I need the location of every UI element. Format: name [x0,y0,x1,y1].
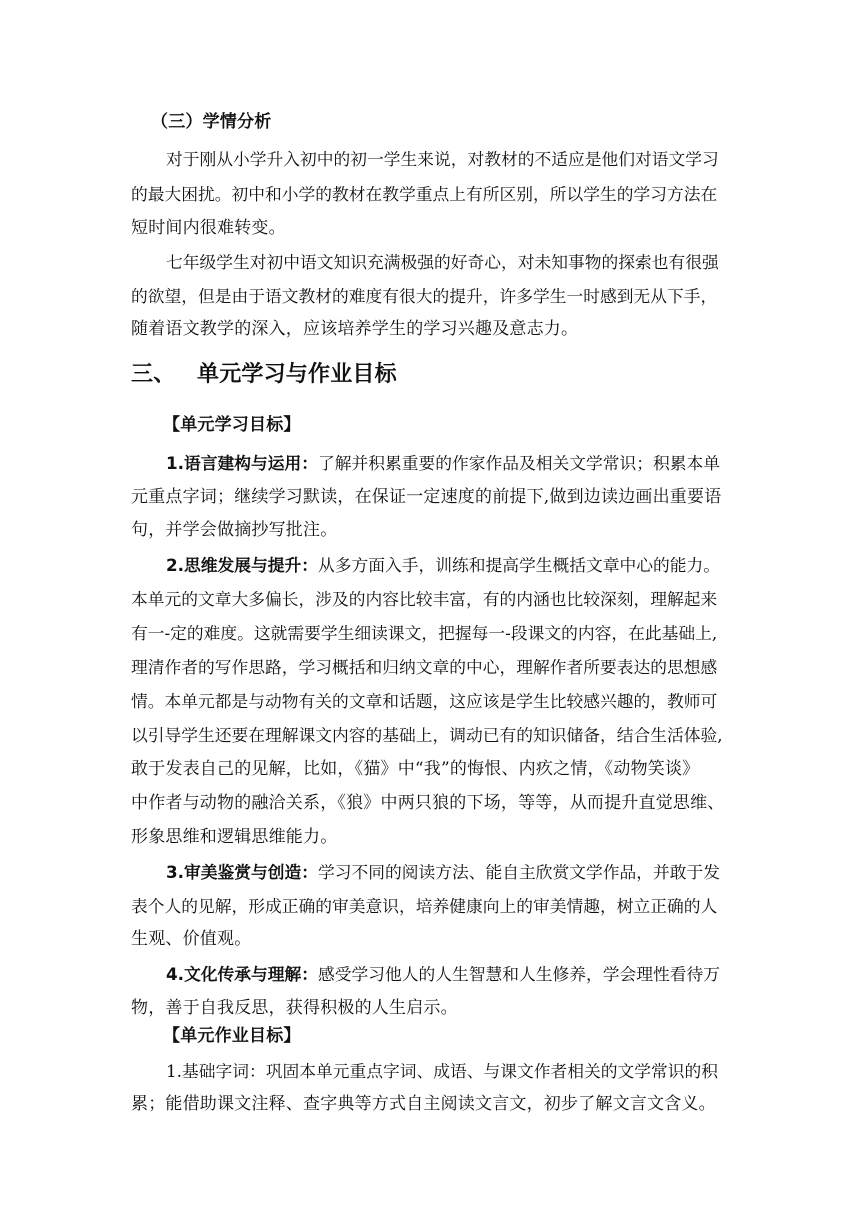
paragraph-2-line-3: 随着语文教学的深入，应该培养学生的学习兴趣及意志力。 [131,319,579,339]
goal-2-text: 从多方面入手，训练和提高学生概括文章中心的能力。 [318,555,721,575]
paragraph-2-line-1: 七年级学生对初中语文知识充满极强的好奇心，对未知事物的探索也有很强 [166,252,719,272]
paragraph-1-line-1: 对于刚从小学升入初中的初一学生来说，对教材的不适应是他们对语文学习 [166,149,719,169]
homework-1-line-1: 1.基础字词：巩固本单元重点字词、成语、与课文作者相关的文学常识的积 [166,1061,718,1081]
goal-4-line-2: 物，善于自我反思，获得积极的人生启示。 [131,998,458,1018]
goal-4-line-1 [166,964,730,984]
heading-unit-goals [131,361,731,389]
goal-2-line-6: 以引导学生还要在理解课文内容的基础上，调动已有的知识储备，结合生活体验, [131,725,723,745]
goal-1-line-1 [166,453,730,473]
goal-1-line-3: 句，并学会做摘抄写批注。 [131,520,338,540]
goal-2-line-9: 形象思维和逻辑思维能力。 [131,827,338,847]
section-title-student-analysis: （三）学情分析 [151,112,272,132]
goal-2-line-8: 中作者与动物的融洽关系，《狼》中两只狼的下场，等等，从而提升直觉思维、 [131,793,725,813]
goal-2-line-5: 情。本单元都是与动物有关的文章和话题，这应该是学生比较感兴趣的，教师可 [131,691,718,711]
goal-2-line-3: 有一-定的难度。这就需要学生细读课文，把握每一-段课文的内容，在此基础上, [131,623,718,643]
paragraph-1-line-2: 的最大困扰。初中和小学的教材在教学重点上有所区别，所以学生的学习方法在 [131,184,718,204]
homework-1-line-2: 累；能借助课文注释、查字典等方式自主阅读文言文，初步了解文言文含义。 [131,1094,716,1114]
goal-4-text: 感受学习他人的人生智慧和人生修养，学会理性看待万 [318,964,721,984]
paragraph-1-line-3: 短时间内很难转变。 [131,218,286,238]
goal-2-line-4: 理清作者的写作思路，学习概括和归纳文章的中心，理解作者所要表达的思想感 [131,657,718,677]
heading-text: 单元学习与作业目标 [197,362,397,387]
goal-3-text: 学习不同的阅读方法、能自主欣赏文学作品，并敢于发 [318,862,721,882]
heading-number: 三、 [131,362,176,387]
goal-1-text: 了解并积累重要的作家作品及相关文学常识；积累本单 [318,453,721,473]
goal-3-label: 3.审美鉴赏与创造： [166,862,319,882]
goal-1-line-2: 元重点字词；继续学习默读，在保证一定速度的前提下,做到边读边画出重要语 [131,487,722,507]
goal-3-line-2: 表个人的见解，形成正确的审美意识，培养健康向上的审美情趣，树立正确的人 [131,896,718,916]
goal-3-line-3: 生观、价值观。 [131,929,252,949]
goal-2-label: 2.思维发展与提升： [166,555,319,575]
goal-1-label: 1.语言建构与运用： [166,453,319,473]
goal-3-line-1 [166,862,730,882]
goal-2-line-2: 本单元的文章大多偏长，涉及的内容比较丰富，有的内涵也比较深刻，理解起来 [131,589,718,609]
goal-4-label: 4.文化传承与理解： [166,964,319,984]
goal-2-line-1 [166,555,730,575]
learning-goals-title: 【单元学习目标】 [163,415,301,435]
homework-goals-title: 【单元作业目标】 [163,1026,301,1046]
paragraph-2-line-2: 的欲望，但是由于语文教材的难度有很大的提升，许多学生一时感到无从下手， [131,286,718,306]
goal-2-line-7: 敢于发表自己的见解，比如，《猫》中“我”的悔恨、内疚之情，《动物笑谈》 [131,759,700,779]
